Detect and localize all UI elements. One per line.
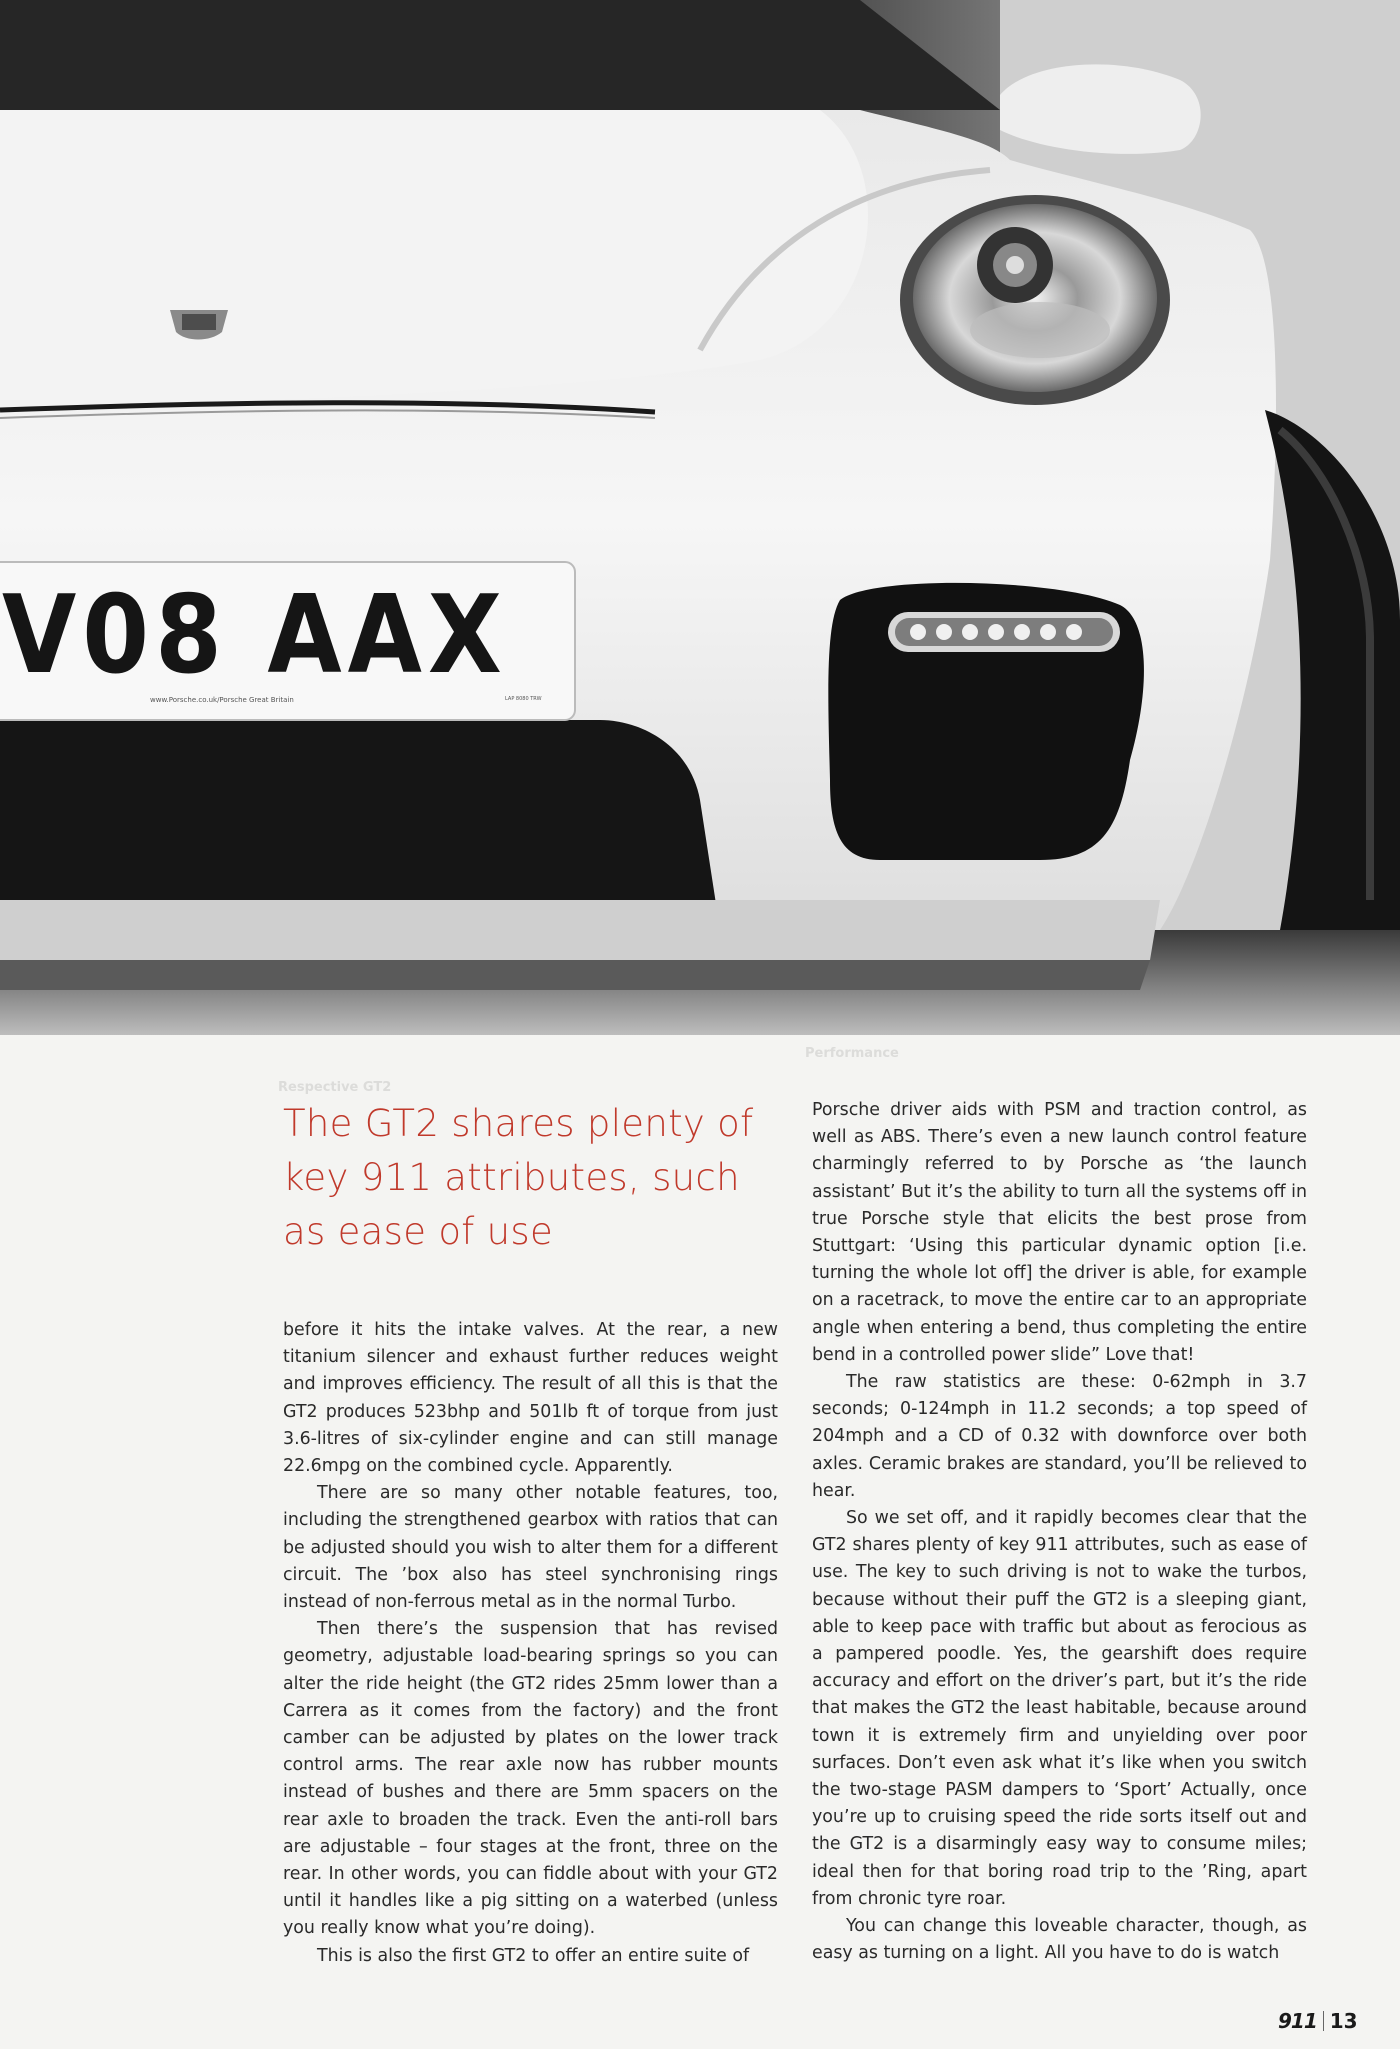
body-column-left: [283, 1317, 778, 1970]
paragraph: The raw statistics are these: 0-62mph in 3.7 seconds; 0-124mph in 11.2 seconds; a top speed of 204mph and a CD of 0.32 with downforce over both axles. Ceramic brakes are standard, you’ll be relieved to hear.: [812, 1372, 1307, 1501]
plate-url: www.Porsche.co.uk/Porsche Great Britain: [150, 696, 294, 704]
paragraph: before it hits the intake valves. At the rear, a new titanium silencer and exhaust further reduces weight and improves efficiency. The result of all this is that the GT2 produces 523bhp and 501lb ft of torque from just 3.6-litres of six-cylinder engine and can still manage 22.6mpg on the combined cycle. Apparently.: [283, 1320, 778, 1477]
headlight-icon: [900, 195, 1170, 405]
plate-small-code: LAP 8080 TRW: [505, 696, 542, 702]
paragraph: Porsche driver aids with PSM and traction control, as well as ABS. There’s even a new launch control feature charmingly referred to by Porsche as ‘the launch assistant’ But it’s the ability to turn all the systems off in true Porsche style that elicits the best prose from Stuttgart: ‘Using this particular dynamic option [i.e. turning the whole lot off] the driver is able, for example on a racetrack, to move the entire car to an appropriate angle when entering a bend, thus completing the entire bend in a controlled power slide” Love that!: [812, 1100, 1307, 1365]
folio-divider: [1323, 2011, 1324, 2031]
page-folio: [1278, 2009, 1358, 2033]
magazine-logo: 911: [1278, 2009, 1317, 2033]
page-number: 13: [1329, 2009, 1358, 2033]
paragraph: So we set off, and it rapidly becomes clear that the GT2 shares plenty of key 911 attributes, such as ease of use. The key to such driving is not to wake the turbos, because without their puff the GT2 is a sleeping giant, able to keep pace with traffic but about as ferocious as a pampered poodle. Yes, the gearshift does require accuracy and effort on the driver’s part, but it’s the ride that makes the GT2 the least habitable, because around town it is extremely firm and unyielding over poor surfaces. Don’t even ask what it’s like when you switch the two-stage PASM dampers to ‘Sport’ Actually, once you’re up to cruising speed the ride sorts itself out and the GT2 is a disarmingly easy way to consume miles; ideal then for that boring road trip to the ’Ring, apart from chronic tyre roar.: [812, 1508, 1307, 1909]
body-column-right: [812, 1097, 1307, 1968]
paragraph: There are so many other notable features, too, including the strengthened gearbox with ratios that can be adjusted should you wish to alter them for a different circuit. The ’box also has steel synchronising rings instead of non-ferrous metal as in the normal Turbo.: [283, 1483, 778, 1613]
ghost-label-left: Respective GT2: [278, 1080, 392, 1095]
pull-quote: The GT2 shares plenty of key 911 attributes, such as ease of use: [283, 1102, 754, 1253]
ghost-label-right: Performance: [805, 1046, 899, 1061]
paragraph: This is also the first GT2 to offer an entire suite of: [317, 1945, 750, 1966]
plate-number: V08 AAX: [2, 572, 508, 698]
paragraph: You can change this loveable character, though, as easy as turning on a light. All you have to do is watch: [812, 1916, 1307, 1964]
paragraph: Then there’s the suspension that has revised geometry, adjustable load-bearing springs so you can alter the ride height (the GT2 rides 25mm lower than a Carrera as it comes from the factory) and the front camber can be adjusted by plates on the lower track control arms. The rear axle now has rubber mounts instead of bushes and there are 5mm spacers on the rear axle to broaden the track. Even the anti-roll bars are adjustable – four stages at the front, three on the rear. In other words, you can fiddle about with your GT2 until it handles like a pig sitting on a waterbed (unless you really know what you’re doing).: [283, 1619, 778, 1939]
